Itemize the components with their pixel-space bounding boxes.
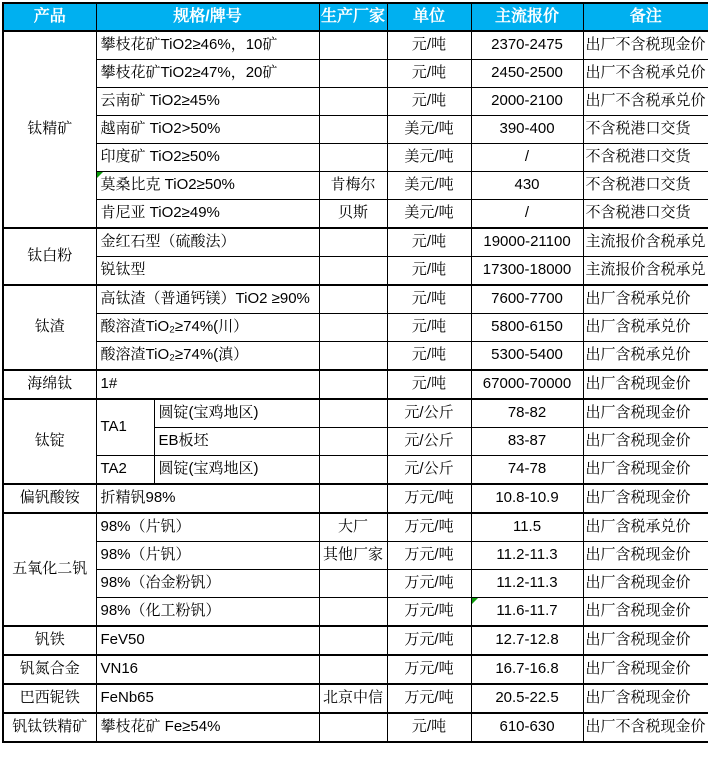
manufacturer-cell <box>319 228 387 257</box>
price-cell: 74-78 <box>471 456 583 485</box>
remark-cell: 出厂不含税现金价 <box>583 713 708 742</box>
unit-cell: 元/吨 <box>387 60 471 88</box>
remark-cell: 出厂含税现金价 <box>583 655 708 684</box>
spec-cell: 攀枝花矿TiO2≥46%，10矿 <box>96 31 319 60</box>
remark-cell: 出厂含税现金价 <box>583 626 708 655</box>
price-cell: 390-400 <box>471 116 583 144</box>
unit-cell: 美元/吨 <box>387 144 471 172</box>
table-row <box>3 60 708 88</box>
manufacturer-cell <box>319 370 387 399</box>
price-cell: 20.5-22.5 <box>471 684 583 713</box>
price-cell: 67000-70000 <box>471 370 583 399</box>
unit-cell: 元/吨 <box>387 314 471 342</box>
remark-cell: 不含税港口交货 <box>583 116 708 144</box>
table-row <box>3 570 708 598</box>
unit-cell: 万元/吨 <box>387 484 471 513</box>
spec-cell: 攀枝花矿 Fe≥54% <box>96 713 319 742</box>
price-cell: 5300-5400 <box>471 342 583 371</box>
remark-cell: 出厂含税现金价 <box>583 542 708 570</box>
price-cell: 17300-18000 <box>471 257 583 286</box>
manufacturer-cell: 大厂 <box>319 513 387 542</box>
product-cell: 钒钛铁精矿 <box>3 713 96 742</box>
grade-cell: TA2 <box>96 456 154 485</box>
unit-cell: 美元/吨 <box>387 172 471 200</box>
unit-cell: 万元/吨 <box>387 570 471 598</box>
price-cell: 10.8-10.9 <box>471 484 583 513</box>
price-cell: 83-87 <box>471 428 583 456</box>
remark-cell: 主流报价含税承兑 <box>583 257 708 286</box>
remark-cell: 出厂不含税承兑价 <box>583 88 708 116</box>
unit-cell: 美元/吨 <box>387 116 471 144</box>
manufacturer-cell <box>319 598 387 627</box>
unit-cell: 元/吨 <box>387 228 471 257</box>
unit-cell: 元/吨 <box>387 285 471 314</box>
spec-cell: 锐钛型 <box>96 257 319 286</box>
remark-cell: 出厂含税现金价 <box>583 456 708 485</box>
spec-cell: 98%（片钒） <box>96 513 319 542</box>
table-row <box>3 314 708 342</box>
table-row <box>3 684 708 713</box>
product-cell: 海绵钛 <box>3 370 96 399</box>
manufacturer-cell <box>319 399 387 428</box>
col-header-spec: 规格/牌号 <box>96 3 319 31</box>
unit-cell: 元/吨 <box>387 713 471 742</box>
product-cell: 巴西铌铁 <box>3 684 96 713</box>
table-row <box>3 655 708 684</box>
unit-cell: 元/公斤 <box>387 428 471 456</box>
price-cell: / <box>471 144 583 172</box>
unit-cell: 万元/吨 <box>387 513 471 542</box>
spec-cell: 1# <box>96 370 319 399</box>
spec-sub-cell: 圆锭(宝鸡地区) <box>154 456 319 485</box>
unit-cell: 万元/吨 <box>387 598 471 627</box>
table-row <box>3 200 708 229</box>
product-cell: 钛白粉 <box>3 228 96 285</box>
manufacturer-cell <box>319 257 387 286</box>
manufacturer-cell: 肯梅尔 <box>319 172 387 200</box>
price-cell: 11.2-11.3 <box>471 542 583 570</box>
spec-cell: 折精钒98% <box>96 484 319 513</box>
price-cell: 2370-2475 <box>471 31 583 60</box>
table-row <box>3 342 708 371</box>
spec-cell: FeNb65 <box>96 684 319 713</box>
manufacturer-cell: 北京中信 <box>319 684 387 713</box>
table-row <box>3 88 708 116</box>
product-cell: 钛锭 <box>3 399 96 484</box>
price-table <box>2 2 708 743</box>
manufacturer-cell <box>319 342 387 371</box>
remark-cell: 出厂不含税承兑价 <box>583 60 708 88</box>
spec-cell: FeV50 <box>96 626 319 655</box>
spec-cell: 金红石型（硫酸法） <box>96 228 319 257</box>
remark-cell: 出厂含税现金价 <box>583 598 708 627</box>
remark-cell: 出厂含税现金价 <box>583 484 708 513</box>
remark-cell: 出厂含税现金价 <box>583 428 708 456</box>
spec-sub-cell: 圆锭(宝鸡地区) <box>154 399 319 428</box>
remark-cell: 出厂含税现金价 <box>583 399 708 428</box>
unit-cell: 元/吨 <box>387 342 471 371</box>
price-cell: 2450-2500 <box>471 60 583 88</box>
remark-cell: 不含税港口交货 <box>583 172 708 200</box>
manufacturer-cell <box>319 484 387 513</box>
unit-cell: 元/吨 <box>387 88 471 116</box>
product-cell: 钛精矿 <box>3 31 96 228</box>
price-cell: 11.5 <box>471 513 583 542</box>
unit-cell: 元/吨 <box>387 31 471 60</box>
spec-cell: 酸溶渣TiO₂≥74%(滇） <box>96 342 319 371</box>
header-row <box>3 3 708 31</box>
spec-cell: 98%（化工粉钒） <box>96 598 319 627</box>
unit-cell: 元/吨 <box>387 370 471 399</box>
table-row <box>3 542 708 570</box>
remark-cell: 不含税港口交货 <box>583 144 708 172</box>
manufacturer-cell <box>319 88 387 116</box>
spec-cell: 攀枝花矿TiO2≥47%，20矿 <box>96 60 319 88</box>
table-row <box>3 456 708 485</box>
manufacturer-cell <box>319 456 387 485</box>
unit-cell: 万元/吨 <box>387 684 471 713</box>
spec-cell: 高钛渣（普通钙镁）TiO2 ≥90% <box>96 285 319 314</box>
table-row <box>3 31 708 60</box>
price-cell: 78-82 <box>471 399 583 428</box>
remark-cell: 出厂含税承兑价 <box>583 342 708 371</box>
spec-cell: 酸溶渣TiO₂≥74%(川） <box>96 314 319 342</box>
table-row <box>3 144 708 172</box>
unit-cell: 元/吨 <box>387 257 471 286</box>
manufacturer-cell <box>319 713 387 742</box>
spec-cell: 莫桑比克 TiO2≥50% <box>96 172 319 200</box>
unit-cell: 元/公斤 <box>387 456 471 485</box>
table-row <box>3 598 708 627</box>
price-cell: 12.7-12.8 <box>471 626 583 655</box>
manufacturer-cell <box>319 60 387 88</box>
spec-cell: 98%（冶金粉钒） <box>96 570 319 598</box>
manufacturer-cell: 贝斯 <box>319 200 387 229</box>
unit-cell: 元/公斤 <box>387 399 471 428</box>
spec-cell: 肯尼亚 TiO2≥49% <box>96 200 319 229</box>
price-cell: 7600-7700 <box>471 285 583 314</box>
col-header-manufacturer: 生产厂家 <box>319 3 387 31</box>
price-cell: 11.6-11.7 <box>471 598 583 627</box>
price-cell: 610-630 <box>471 713 583 742</box>
remark-cell: 出厂含税现金价 <box>583 370 708 399</box>
remark-cell: 不含税港口交货 <box>583 200 708 229</box>
table-row <box>3 626 708 655</box>
table-row <box>3 484 708 513</box>
remark-cell: 出厂含税现金价 <box>583 684 708 713</box>
manufacturer-cell <box>319 144 387 172</box>
price-cell: 5800-6150 <box>471 314 583 342</box>
spec-cell: 98%（片钒） <box>96 542 319 570</box>
remark-cell: 主流报价含税承兑 <box>583 228 708 257</box>
table-row <box>3 370 708 399</box>
manufacturer-cell <box>319 570 387 598</box>
price-cell: 2000-2100 <box>471 88 583 116</box>
manufacturer-cell <box>319 626 387 655</box>
product-cell: 五氧化二钒 <box>3 513 96 626</box>
manufacturer-cell <box>319 314 387 342</box>
unit-cell: 万元/吨 <box>387 626 471 655</box>
price-cell: 19000-21100 <box>471 228 583 257</box>
manufacturer-cell <box>319 428 387 456</box>
product-cell: 偏钒酸铵 <box>3 484 96 513</box>
spec-cell: 云南矿 TiO2≥45% <box>96 88 319 116</box>
grade-cell: TA1 <box>96 399 154 456</box>
unit-cell: 万元/吨 <box>387 655 471 684</box>
table-row <box>3 116 708 144</box>
table-row <box>3 228 708 257</box>
spec-cell: VN16 <box>96 655 319 684</box>
table-row <box>3 285 708 314</box>
table-row <box>3 399 708 428</box>
remark-cell: 出厂含税承兑价 <box>583 285 708 314</box>
col-header-price: 主流报价 <box>471 3 583 31</box>
manufacturer-cell <box>319 285 387 314</box>
price-cell: 16.7-16.8 <box>471 655 583 684</box>
table-row <box>3 172 708 200</box>
spec-cell: 印度矿 TiO2≥50% <box>96 144 319 172</box>
col-header-product: 产品 <box>3 3 96 31</box>
product-cell: 钒氮合金 <box>3 655 96 684</box>
price-cell: / <box>471 200 583 229</box>
table-row <box>3 257 708 286</box>
col-header-remark: 备注 <box>583 3 708 31</box>
manufacturer-cell <box>319 31 387 60</box>
remark-cell: 出厂含税现金价 <box>583 570 708 598</box>
remark-cell: 出厂含税承兑价 <box>583 314 708 342</box>
table-row <box>3 713 708 742</box>
unit-cell: 万元/吨 <box>387 542 471 570</box>
spec-cell: 越南矿 TiO2>50% <box>96 116 319 144</box>
price-table-body <box>3 31 708 742</box>
spec-sub-cell: EB板坯 <box>154 428 319 456</box>
product-cell: 钛渣 <box>3 285 96 370</box>
manufacturer-cell <box>319 116 387 144</box>
col-header-unit: 单位 <box>387 3 471 31</box>
table-row <box>3 513 708 542</box>
price-cell: 11.2-11.3 <box>471 570 583 598</box>
manufacturer-cell: 其他厂家 <box>319 542 387 570</box>
price-cell: 430 <box>471 172 583 200</box>
price-sheet <box>0 2 708 759</box>
unit-cell: 美元/吨 <box>387 200 471 229</box>
manufacturer-cell <box>319 655 387 684</box>
remark-cell: 出厂不含税现金价 <box>583 31 708 60</box>
remark-cell: 出厂含税承兑价 <box>583 513 708 542</box>
product-cell: 钒铁 <box>3 626 96 655</box>
